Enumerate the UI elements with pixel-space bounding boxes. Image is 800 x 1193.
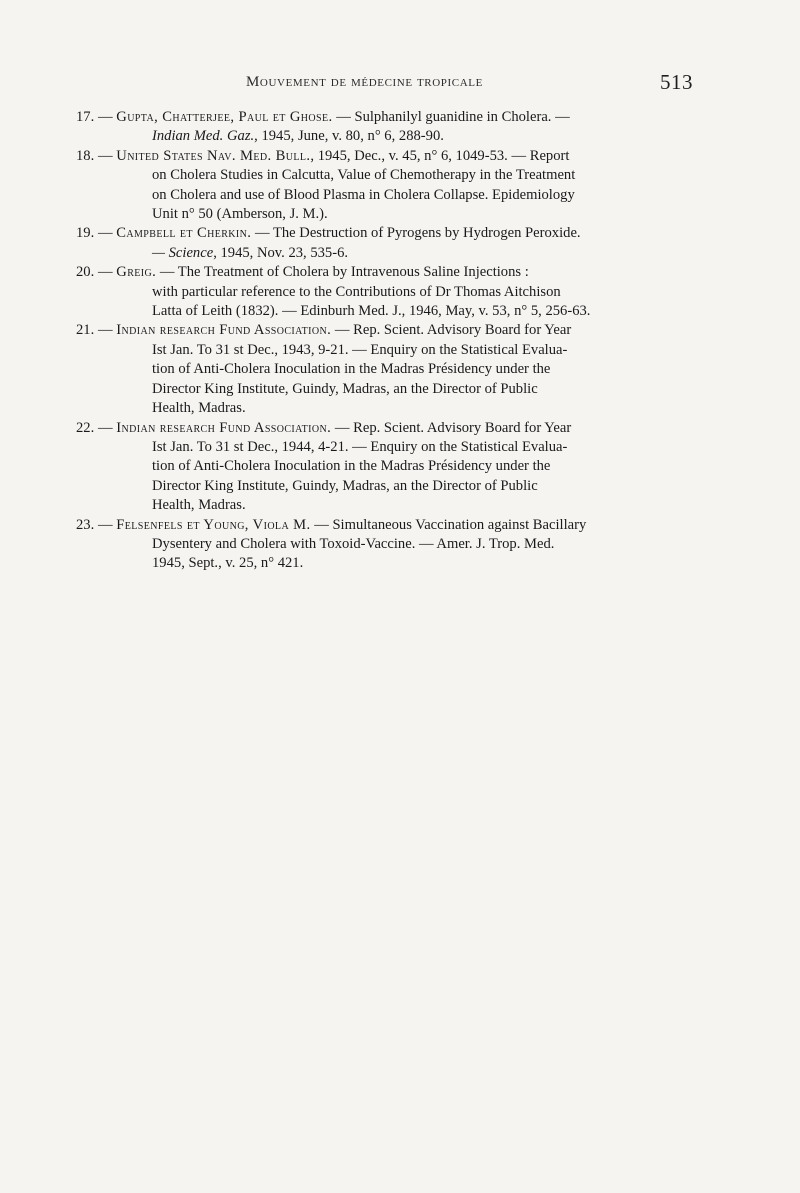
reference-source: United States Nav. Med. Bull. [116,147,311,164]
reference-line: tion of Anti-Cholera Inoculation in the Madras Présidency under the [152,361,551,378]
reference-20 [76,263,698,321]
reference-line: Unit n° 50 (Amberson, J. M.). [152,206,328,223]
reference-line [98,224,698,243]
reference-line [98,108,698,127]
reference-number: 23. [76,516,95,533]
dash: — [98,147,117,164]
dash: — [98,516,117,533]
reference-number: 17. [76,109,95,125]
reference-21 [76,321,698,418]
reference-citation: , 1945, Nov. 23, 535-6. [213,244,349,261]
reference-title: — Simultaneous Vaccination against Bacillary [310,516,587,533]
reference-line: Health, Madras. [152,497,246,514]
reference-authors: Greig. [116,264,157,281]
dash: — [98,419,117,436]
reference-22 [76,419,698,516]
dash: — [98,322,117,339]
reference-authors: Indian research Fund Association. [116,322,332,339]
reference-line [98,127,698,146]
reference-19 [76,224,698,263]
reference-line [98,321,698,340]
reference-authors: Indian research Fund Association. [116,419,332,436]
reference-line: tion of Anti-Cholera Inoculation in the Madras Présidency under the [152,458,551,475]
reference-line: Health, Madras. [152,400,246,417]
reference-journal: Indian Med. Gaz. [152,128,255,145]
reference-list [76,108,698,574]
reference-journal: — Science [152,244,214,261]
reference-number: 21. [76,322,95,339]
reference-line: Ist Jan. To 31 st Dec., 1943, 9-21. — Enquiry on the Statistical Evalua- [152,341,568,358]
reference-line [98,263,698,282]
reference-17 [76,108,698,147]
reference-title: — The Destruction of Pyrogens by Hydrogen Peroxide. [251,225,581,242]
reference-line: on Cholera and use of Blood Plasma in Cholera Collapse. Epidemiology [152,186,575,203]
dash: — [98,109,117,125]
reference-line [98,244,698,263]
reference-line: 1945, Sept., v. 25, n° 421. [152,555,304,572]
reference-number: 19. [76,225,95,242]
running-head: Mouvement de médecine tropicale [246,74,483,90]
dash: — [98,264,117,281]
reference-authors: Felsenfels et Young, Viola M. [116,516,311,533]
dash: — [98,225,117,242]
reference-authors: Campbell et Cherkin. [116,225,252,242]
reference-title: — The Treatment of Cholera by Intravenous Saline Injections : [156,264,529,281]
reference-authors: Gupta, Chatterjee, Paul et Ghose. [116,109,333,125]
reference-number: 20. [76,264,95,281]
reference-title: — Rep. Scient. Advisory Board for Year [331,322,572,339]
reference-number: 22. [76,419,95,436]
reference-line [98,147,698,166]
reference-line: Ist Jan. To 31 st Dec., 1944, 4-21. — Enquiry on the Statistical Evalua- [152,438,568,455]
page-number: 513 [660,70,693,94]
reference-title: — Rep. Scient. Advisory Board for Year [331,419,572,436]
reference-title: — Sulphanilyl guanidine in Cholera. — [332,109,570,125]
reference-line: Director King Institute, Guindy, Madras, an the Director of Public [152,477,538,494]
reference-line: Director King Institute, Guindy, Madras, an the Director of Public [152,380,538,397]
reference-23 [76,516,698,574]
reference-18 [76,147,698,225]
reference-line: on Cholera Studies in Calcutta, Value of Chemotherapy in the Treatment [152,167,576,184]
reference-line [98,516,698,535]
reference-line: with particular reference to the Contributions of Dr Thomas Aitchison [152,283,561,300]
reference-line [98,419,698,438]
reference-line: Dysentery and Cholera with Toxoid-Vaccine. — Amer. J. Trop. Med. [152,535,555,552]
reference-number: 18. [76,147,95,164]
reference-citation: , 1945, June, v. 80, n° 6, 288-90. [254,128,444,145]
reference-title: , 1945, Dec., v. 45, n° 6, 1049-53. — Report [310,147,570,164]
reference-line: Latta of Leith (1832). — Edinburh Med. J., 1946, May, v. 53, n° 5, 256-63. [152,303,591,320]
